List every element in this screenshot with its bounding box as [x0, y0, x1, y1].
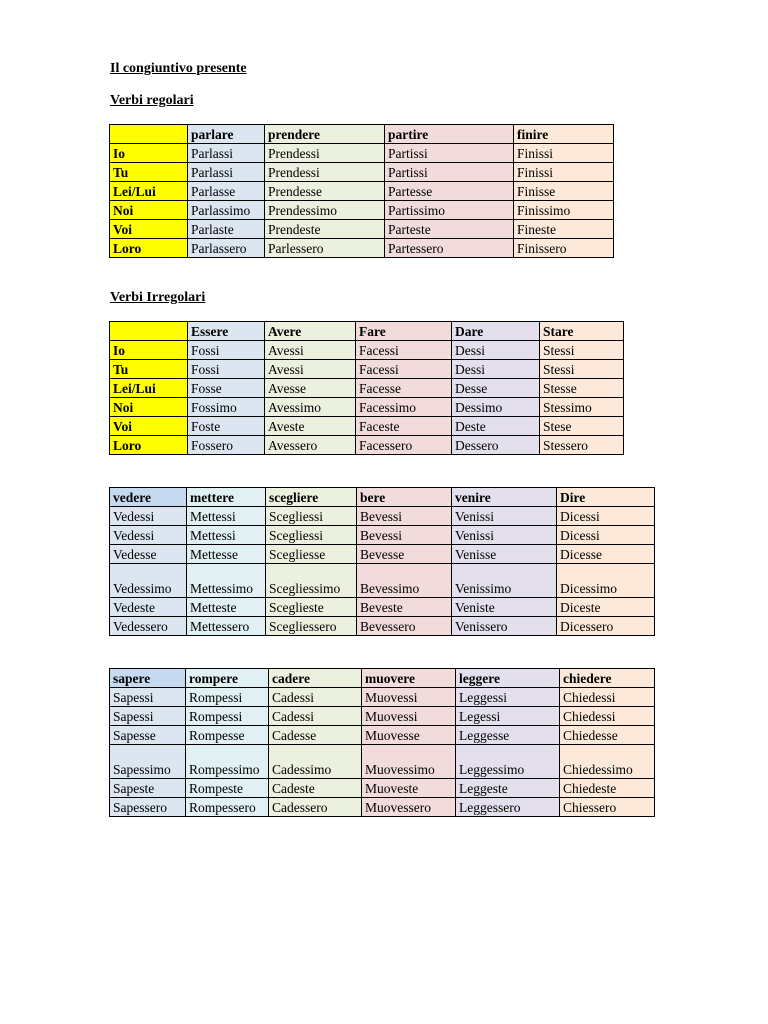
table-cell: Venissi	[452, 507, 557, 526]
table-cell: Stessero	[540, 436, 624, 455]
pronoun-cell: Voi	[110, 417, 188, 436]
table-cell: Rompessi	[186, 688, 269, 707]
table-row	[110, 598, 655, 617]
table-cell: Scegliessi	[266, 526, 357, 545]
table-cell: Muoveste	[362, 779, 456, 798]
table-row	[110, 144, 614, 163]
table-cell: Leggeste	[456, 779, 560, 798]
table-cell: Rompessimo	[186, 745, 269, 779]
table-cell: Dicessimo	[557, 564, 655, 598]
header-cell: Avere	[265, 322, 356, 341]
table-row	[110, 201, 614, 220]
table-cell: Leggessi	[456, 688, 560, 707]
header-cell: Dare	[452, 322, 540, 341]
table-cell: Chiedessi	[560, 707, 655, 726]
table-cell: Finissero	[514, 239, 614, 258]
header-cell: Essere	[188, 322, 265, 341]
table-cell: Sapeste	[110, 779, 186, 798]
table-cell: Parlessero	[265, 239, 385, 258]
table-cell: Venissimo	[452, 564, 557, 598]
header-cell: finire	[514, 125, 614, 144]
table-cell: Bevesse	[357, 545, 452, 564]
table-row	[110, 341, 624, 360]
table-cell: Sapesse	[110, 726, 186, 745]
header-cell: partire	[385, 125, 514, 144]
header-cell: chiedere	[560, 669, 655, 688]
table-cell: Desse	[452, 379, 540, 398]
table-cell: Mettesse	[187, 545, 266, 564]
table-cell: Partissi	[385, 144, 514, 163]
table-cell: Legessi	[456, 707, 560, 726]
header-cell: bere	[357, 488, 452, 507]
table-cell: Parlasse	[188, 182, 265, 201]
pronoun-cell: Tu	[110, 163, 188, 182]
table-row	[110, 239, 614, 258]
pronoun-cell: Loro	[110, 239, 188, 258]
table-cell: Fossi	[188, 341, 265, 360]
table-row	[110, 417, 624, 436]
table-cell: Mettessi	[187, 507, 266, 526]
header-cell: cadere	[269, 669, 362, 688]
table-cell: Bevessero	[357, 617, 452, 636]
table-cell: Cadessi	[269, 707, 362, 726]
table-cell: Sapessi	[110, 707, 186, 726]
table-cell: Muovessimo	[362, 745, 456, 779]
table-cell: Chiedesse	[560, 726, 655, 745]
table-cell: Facesse	[356, 379, 452, 398]
table-cell: Stessi	[540, 360, 624, 379]
header-cell: Stare	[540, 322, 624, 341]
table-cell: Avesse	[265, 379, 356, 398]
table-header-row	[110, 488, 655, 507]
table-cell: Muovesse	[362, 726, 456, 745]
table-cell: Vedessero	[110, 617, 187, 636]
pronoun-cell: Io	[110, 144, 188, 163]
table-verbi-irregolari-3	[109, 668, 655, 817]
table-cell: Dessimo	[452, 398, 540, 417]
table-cell: Prendessimo	[265, 201, 385, 220]
table-cell: Vedessi	[110, 526, 187, 545]
table-cell: Rompeste	[186, 779, 269, 798]
table-cell: Dicessero	[557, 617, 655, 636]
table-cell: Fossi	[188, 360, 265, 379]
pronoun-cell: Tu	[110, 360, 188, 379]
table-cell: Scegliessero	[266, 617, 357, 636]
table-row	[110, 617, 655, 636]
header-cell	[110, 125, 188, 144]
table-cell: Finissimo	[514, 201, 614, 220]
table-cell: Sceglieste	[266, 598, 357, 617]
table-verbi-regolari	[109, 124, 614, 258]
table-cell: Fossimo	[188, 398, 265, 417]
table-row	[110, 707, 655, 726]
table-cell: Parlassero	[188, 239, 265, 258]
header-cell: mettere	[187, 488, 266, 507]
header-cell: scegliere	[266, 488, 357, 507]
table-row	[110, 379, 624, 398]
table-cell: Partesse	[385, 182, 514, 201]
table-cell: Bevessimo	[357, 564, 452, 598]
table-cell: Avessi	[265, 360, 356, 379]
table-cell: Finissi	[514, 163, 614, 182]
document-title: Il congiuntivo presente	[110, 61, 247, 76]
table-cell: Vedessimo	[110, 564, 187, 598]
table-cell: Dicessi	[557, 526, 655, 545]
table-cell: Stesse	[540, 379, 624, 398]
table-cell: Rompesse	[186, 726, 269, 745]
table-cell: Cadessi	[269, 688, 362, 707]
table-verbi-irregolari-2	[109, 487, 655, 636]
table-cell: Vedeste	[110, 598, 187, 617]
table-cell: Beveste	[357, 598, 452, 617]
table-cell: Cadeste	[269, 779, 362, 798]
table-cell: Venisse	[452, 545, 557, 564]
table-row	[110, 220, 614, 239]
table-cell: Fossero	[188, 436, 265, 455]
table-cell: Venissero	[452, 617, 557, 636]
table-cell: Muovessero	[362, 798, 456, 817]
table-row	[110, 564, 655, 598]
pronoun-cell: Io	[110, 341, 188, 360]
header-cell: Dire	[557, 488, 655, 507]
table-cell: Muovessi	[362, 707, 456, 726]
table-row	[110, 163, 614, 182]
table-cell: Sapessimo	[110, 745, 186, 779]
header-cell: rompere	[186, 669, 269, 688]
table-row	[110, 745, 655, 779]
table-cell: Vedesse	[110, 545, 187, 564]
table-row	[110, 182, 614, 201]
table-cell: Venissi	[452, 526, 557, 545]
table-cell: Stese	[540, 417, 624, 436]
table-cell: Chiedessi	[560, 688, 655, 707]
table-cell: Leggesse	[456, 726, 560, 745]
table-cell: Bevessi	[357, 507, 452, 526]
table-cell: Prendeste	[265, 220, 385, 239]
pronoun-cell: Lei/Lui	[110, 379, 188, 398]
table-row	[110, 398, 624, 417]
table-cell: Partessero	[385, 239, 514, 258]
table-cell: Avessero	[265, 436, 356, 455]
table-cell: Prendesse	[265, 182, 385, 201]
header-cell	[110, 322, 188, 341]
table-cell: Mettessero	[187, 617, 266, 636]
table-cell: Dicesse	[557, 545, 655, 564]
table-cell: Dessi	[452, 341, 540, 360]
table-cell: Metteste	[187, 598, 266, 617]
table-row	[110, 726, 655, 745]
table-cell: Facessimo	[356, 398, 452, 417]
table-cell: Leggessero	[456, 798, 560, 817]
header-cell: muovere	[362, 669, 456, 688]
table-cell: Scegliessi	[266, 507, 357, 526]
table-cell: Parteste	[385, 220, 514, 239]
heading-verbi-regolari: Verbi regolari	[110, 93, 194, 108]
table-cell: Avessi	[265, 341, 356, 360]
header-cell: Fare	[356, 322, 452, 341]
table-cell: Mettessi	[187, 526, 266, 545]
table-cell: Vedessi	[110, 507, 187, 526]
table-cell: Cadessimo	[269, 745, 362, 779]
table-cell: Parlassi	[188, 144, 265, 163]
table-cell: Scegliesse	[266, 545, 357, 564]
table-cell: Facessi	[356, 360, 452, 379]
table-row	[110, 688, 655, 707]
table-row	[110, 436, 624, 455]
table-cell: Fosse	[188, 379, 265, 398]
table-row	[110, 526, 655, 545]
table-cell: Finisse	[514, 182, 614, 201]
table-cell: Cadessero	[269, 798, 362, 817]
table-cell: Sapessero	[110, 798, 186, 817]
table-cell: Bevessi	[357, 526, 452, 545]
table-cell: Avessimo	[265, 398, 356, 417]
table-cell: Aveste	[265, 417, 356, 436]
table-cell: Facessi	[356, 341, 452, 360]
table-cell: Chiedeste	[560, 779, 655, 798]
header-cell: vedere	[110, 488, 187, 507]
table-cell: Veniste	[452, 598, 557, 617]
pronoun-cell: Voi	[110, 220, 188, 239]
pronoun-cell: Lei/Lui	[110, 182, 188, 201]
pronoun-cell: Loro	[110, 436, 188, 455]
table-cell: Scegliessimo	[266, 564, 357, 598]
table-cell: Chiessero	[560, 798, 655, 817]
table-cell: Prendessi	[265, 144, 385, 163]
table-cell: Stessi	[540, 341, 624, 360]
pronoun-cell: Noi	[110, 201, 188, 220]
table-header-row	[110, 669, 655, 688]
table-cell: Partissimo	[385, 201, 514, 220]
table-cell: Finissi	[514, 144, 614, 163]
table-header-row	[110, 322, 624, 341]
header-cell: parlare	[188, 125, 265, 144]
table-cell: Mettessimo	[187, 564, 266, 598]
table-cell: Muovessi	[362, 688, 456, 707]
pronoun-cell: Noi	[110, 398, 188, 417]
table-cell: Dessero	[452, 436, 540, 455]
table-cell: Faceste	[356, 417, 452, 436]
table-row	[110, 798, 655, 817]
table-row	[110, 779, 655, 798]
table-cell: Dicessi	[557, 507, 655, 526]
table-cell: Chiedessimo	[560, 745, 655, 779]
table-row	[110, 507, 655, 526]
table-cell: Partissi	[385, 163, 514, 182]
table-cell: Deste	[452, 417, 540, 436]
header-cell: venire	[452, 488, 557, 507]
table-cell: Parlassi	[188, 163, 265, 182]
table-cell: Parlaste	[188, 220, 265, 239]
table-cell: Prendessi	[265, 163, 385, 182]
heading-verbi-irregolari: Verbi Irregolari	[110, 290, 206, 305]
table-cell: Foste	[188, 417, 265, 436]
table-cell: Rompessi	[186, 707, 269, 726]
header-cell: leggere	[456, 669, 560, 688]
table-cell: Sapessi	[110, 688, 186, 707]
table-cell: Stessimo	[540, 398, 624, 417]
table-row	[110, 360, 624, 379]
table-cell: Facessero	[356, 436, 452, 455]
table-cell: Parlassimo	[188, 201, 265, 220]
table-verbi-irregolari	[109, 321, 624, 455]
table-cell: Dessi	[452, 360, 540, 379]
table-cell: Diceste	[557, 598, 655, 617]
table-cell: Cadesse	[269, 726, 362, 745]
table-row	[110, 545, 655, 564]
header-cell: prendere	[265, 125, 385, 144]
table-cell: Leggessimo	[456, 745, 560, 779]
table-cell: Fineste	[514, 220, 614, 239]
table-header-row	[110, 125, 614, 144]
header-cell: sapere	[110, 669, 186, 688]
table-cell: Rompessero	[186, 798, 269, 817]
